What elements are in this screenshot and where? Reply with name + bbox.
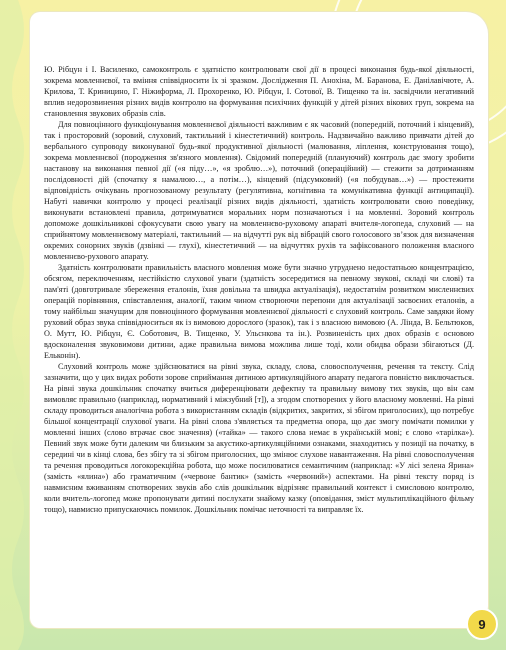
paragraph: Слуховий контроль може здійснюватися на рівні звука, складу, слова, словосполучення, речення та тексту. Слід зазначити, що у цих видах роботи зорове сприймання дитиною артикуляційного апарату педагога повністю виключається. На рівні звука дошкільник спочатку вчиться диференціювати дефектну та правильну вимову тих звуків, що він сам вимовляє правильно (наприклад, нормативний і міжзубний [т]), а згодом спотворених у його власному мовленні. На рівні складу проводиться аналогічна робота з використанням складів (відкритих, закритих, зі збігом приголосних), що потребує більшої концентрації слухової уваги. На рівні слова з'являється та предметна опора, що дає змогу помічати помилки у мовленні інших (слово втрачає своє значення) («тайка» — такого слова немає в українській мові; є слово «тарілка»). Певний звук може бути далеким чи близьким за акустико-артикуляційними ознаками, знаходитись у позиції на початку, в середині чи в кінці слова, без збігу та зі збігом приголосних, що змінює слухове навантаження. На рівні словосполучення та речення проводиться логокорекційна робота, що може посилюватися семантичним (наприклад: «У лісі зелена Ярина» (замість «ялина») або граматичним («червоне бантик» (замість «червоний») аспектами. На рівні тексту поряд із навмисним вживанням спотворених звуків або слів дошкільник відрізняє правильний контекст і смисловою контролю, коли вчитель-логопед може пропонувати дитині послухати знайому казку (оповідання, зміст мультиплікаційного фільму тощо), навмисно припускаючись помилок. Дошкільник помічає неточності та виправляє їх.	[44, 362, 474, 514]
paragraph: Здатність контролювати правильність власного мовлення може бути значно утруднено недостатньою концентрацією, обсягом, переключенням, нестійкістю слухової уваги (здатність зосередитися на певному звукові, складі чи слові) та пам'яті (довготривале збереження еталонів, їхня довільна та швидка актуалізація), недостатнім розвитком мисленнєвих операцій порівняння, співставлення, аналогії, таким чином створюючи перепони для актуалізації засвоєних еталонів, а тому найбільш значущим для повноцінного формування мовленнєвої діяльності є слуховий контроль. Саме завдяки йому руховий образ звука співвідноситься як із вимовою дорослого (зразок), так і з власною вимовою (А. Лінда, В. Бельтюков, О. Мутт, Ю. Рібцун, Є. Соботович, В. Тищенко, У. Ульснкова та ін.). Розвиненість цих двох образів є основою вдосконалення звуковимови дитини, адже правильна вимова можлива лише тоді, коли обидва образи збігаються (Д. Ельконін).	[44, 263, 474, 360]
page-number: 9	[466, 608, 498, 640]
page-text	[44, 64, 474, 515]
paragraph: Ю. Рібцун і І. Василенко, самоконтроль є здатністю контролювати свої дії в процесі виконання будь-якої діяльності, зокрема мовленнєвої, та вміння співвідносити їх зі зразком. Дослідження П. Анохіна, М. Баранова, Е. Данілавічюте, А. Крилова, Т. Криницино, Г. Ніжиформа, Л. Прохоренко, Ю. Рібцун, І. Сотової, В. Тищенко та ін. засвідчили негативний вплив недорозвинення різних видів контролю на формування психічних функцій у дітей різних вікових груп, зокрема на становлення звукових образів слів.	[44, 65, 474, 118]
paragraph: Для повноцінного функціонування мовленнєвої діяльності важливим є як часовий (попередній, поточний і кінцевий), так і просторовий (зоровий, слуховий, тактильний і кінестетичний) контроль. Надзвичайно важливо привчати дітей до вербального супроводу виконуваної будь-якої продуктивної діяльності (малювання, ліплення, конструювання тощо), зокрема мовленнєвої (породження зв'язного мовлення). Свідомий попередній (плануючий) контроль дає змогу зробити настанову на виконання певної дії («я піду…», «я зроблю…»), поточний (операційний) — стежити за дотриманням послідовності дій (спочатку я намалюю…, а потім…), кінцевий (підсумковий) («я побудував…») — простежити відповідність очікувань прогнозованому результату (регулятивна, когнітивна та комунікативна функції антиципації). Набуті навички контролю у процесі реалізації різних видів діяльності, здатність контролювати свою поведінку, виконувати встановлені правила, дотримуватися моральних норм позначаються і на мовленні. Зоровий контроль допоможе дошкільникові сфокусувати свою увагу на мовленнєво-руховому апараті вчителя-логопеда, слуховий — на сприйнятому мовленнєвому матеріалі, тактильний — на відчутті рук від вібрацій свого голосового звʼязок для визначення окремих сонорних звуків (дзвінкі — глухі), кінестетичний — на відчуттях рухів та зафіксованого положення власного мовленнєво-рухового апарату.	[44, 120, 474, 261]
